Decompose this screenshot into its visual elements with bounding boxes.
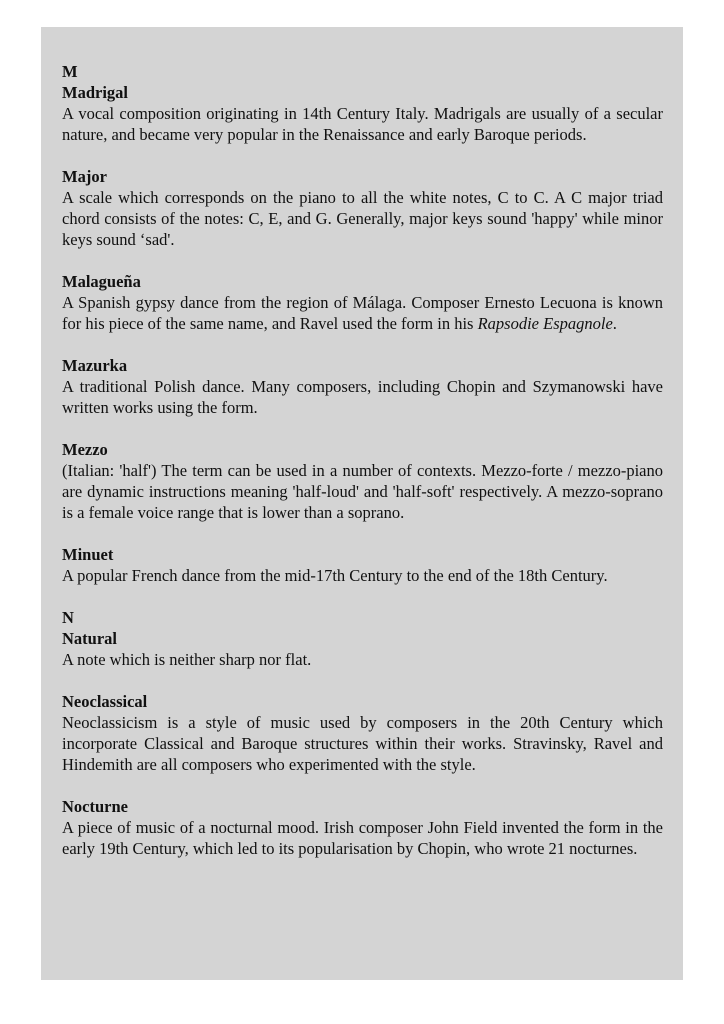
entry-nocturne [62,796,663,859]
definition-malaguena [62,292,663,334]
term-minuet: Minuet [62,545,114,564]
entry-major [62,166,663,250]
definition-malaguena-end: . [612,314,617,333]
section-letter-m: M [62,62,78,81]
definition-malaguena-text: A Spanish gypsy dance from the region of Málaga. Composer Ernesto Lecuona is known for his piece of the same name, and Ravel used the form in his [62,293,663,333]
section-letter-n: N [62,608,74,627]
definition-natural: A note which is neither sharp nor flat. [62,650,312,669]
definition-neoclassical: Neoclassicism is a style of music used by composers in the 20th Century which incorporate Classical and Baroque structures within their works. Stravinsky, Ravel and Hindemith are all composers who experimented with the style. [62,713,663,774]
entry-neoclassical [62,691,663,775]
entry-madrigal [62,82,663,145]
entry-mazurka [62,355,663,418]
definition-mazurka: A traditional Polish dance. Many composers, including Chopin and Szymanowski have written works using the form. [62,377,663,417]
term-major: Major [62,167,107,186]
definition-minuet: A popular French dance from the mid-17th Century to the end of the 18th Century. [62,566,608,585]
term-madrigal: Madrigal [62,83,128,102]
definition-madrigal: A vocal composition originating in 14th Century Italy. Madrigals are usually of a secular nature, and became very popular in the Renaissance and early Baroque periods. [62,104,663,144]
term-malaguena: Malagueña [62,272,141,291]
term-neoclassical: Neoclassical [62,692,148,711]
entry-malaguena [62,271,663,334]
definition-mezzo: (Italian: 'half') The term can be used in a number of contexts. Mezzo-forte / mezzo-piano are dynamic instructions meaning 'half-loud' and 'half-soft' respectively. A mezzo-soprano is a female voice range that is lower than a soprano. [62,461,663,522]
term-mezzo: Mezzo [62,440,108,459]
term-nocturne: Nocturne [62,797,128,816]
entry-mezzo [62,439,663,523]
entry-minuet [62,544,663,586]
term-mazurka: Mazurka [62,356,128,375]
definition-nocturne: A piece of music of a nocturnal mood. Irish composer John Field invented the form in the early 19th Century, which led to its popularisation by Chopin, who wrote 21 nocturnes. [62,818,663,858]
glossary-page [41,27,683,980]
definition-malaguena-italic: Rapsodie Espagnole [477,314,613,333]
entry-natural [62,628,663,670]
definition-major: A scale which corresponds on the piano to all the white notes, C to C. A C major triad chord consists of the notes: C, E, and G. Generally, major keys sound 'happy' while minor keys sound ‘sad'. [62,188,663,249]
term-natural: Natural [62,629,117,648]
